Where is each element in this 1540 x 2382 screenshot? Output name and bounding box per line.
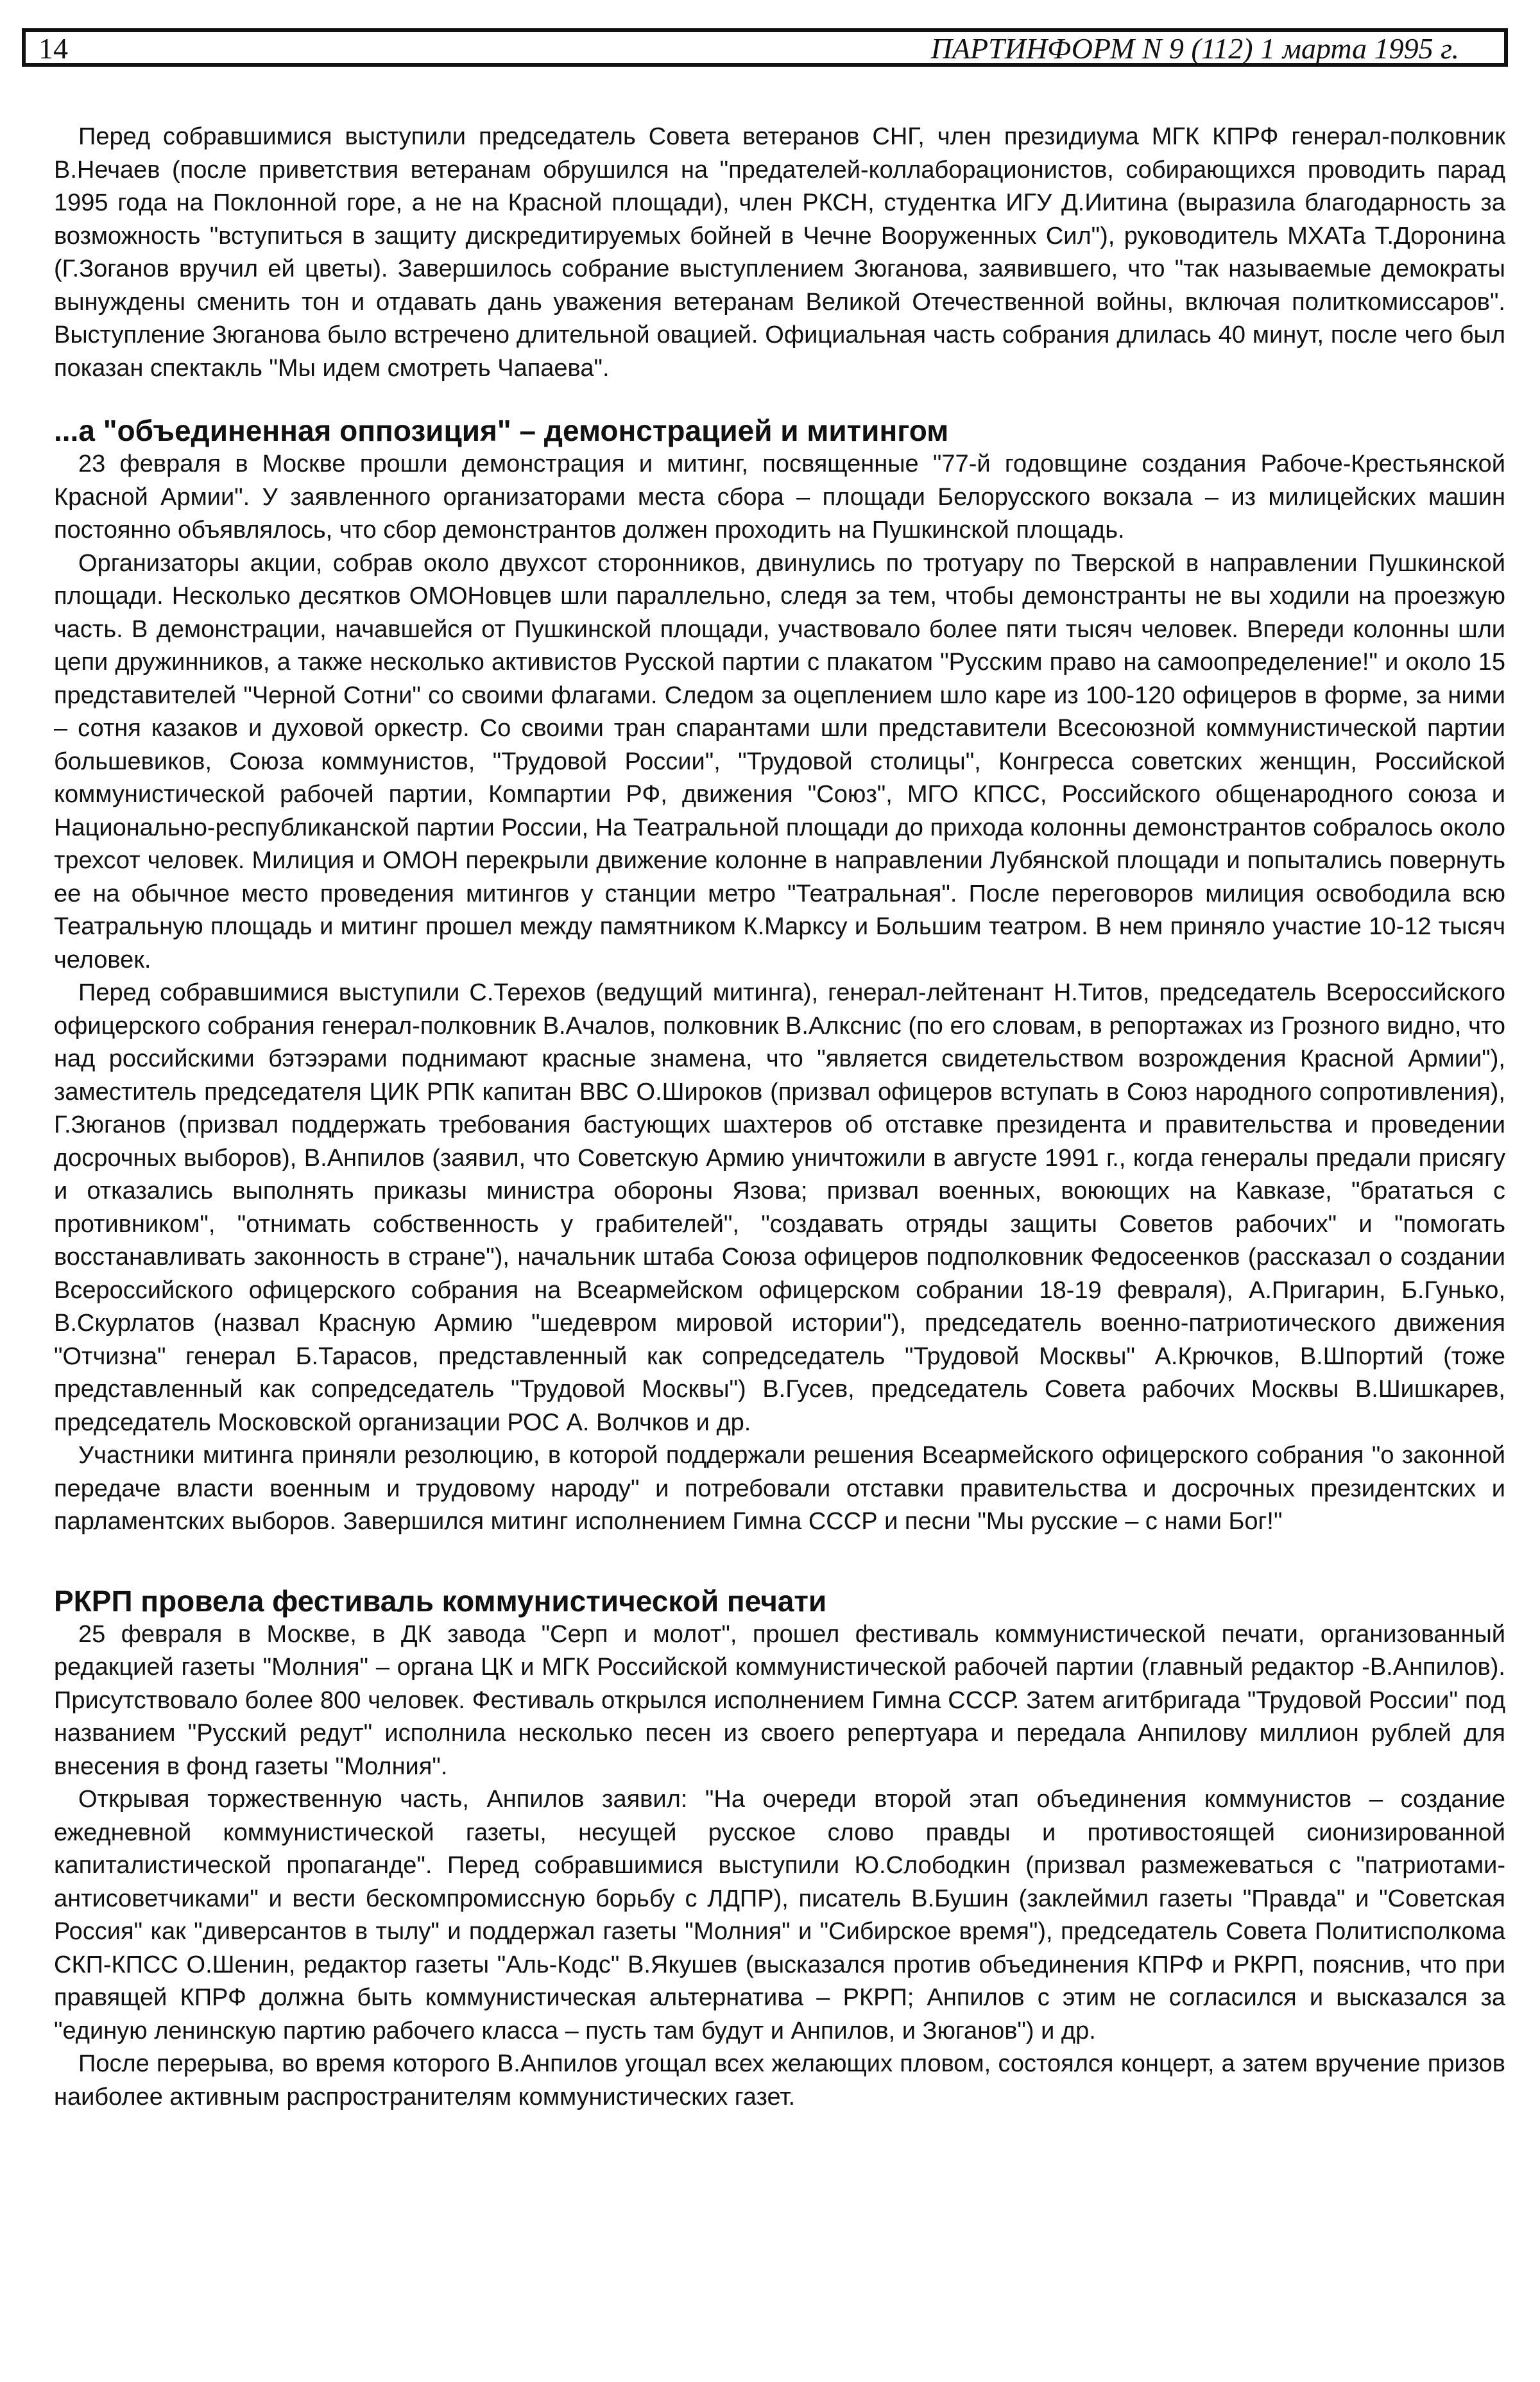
article-body — [54, 121, 1505, 2114]
section-heading: РКРП провела фестиваль коммунистической печати — [54, 1584, 827, 1618]
publication-title: ПАРТИНФОРМ N 9 (112) 1 марта 1995 г. — [930, 32, 1459, 65]
paragraph: 23 февраля в Москве прошли демонстрация и митинг, посвященные "77-й годовщине создания Рабоче-Крестьянской Красной Армии". У заявленного организаторами места сбора – площади Белорусского вокзала – из милицейских машин постоянно объявлялось, что сбор демонстрантов должен проходить на Пушкинской площадь. — [54, 450, 1505, 544]
paragraph: Организаторы акции, собрав около двухсот сторонников, двинулись по тротуару по Тверской в направлении Пушкинской площади. Несколько десятков ОМОНовцев шли параллельно, следя за тем, чтобы демонстранты не вы ходили на проезжую часть. В демонстрации, начавшейся от Пушкинской площади, участвовало более пяти тысяч человек. Впереди колонны шли цепи дружинников, а также несколько активистов Русской партии с плакатом "Русским право на самоопределение!" и около 15 представителей "Черной Сотни" со своими флагами. Следом за оцеплением шло каре из 100-120 офицеров в форме, за ними – сотня казаков и духовой оркестр. Со своими тран спарантами шли представители Всесоюзной коммунистической партии большевиков, Союза коммунистов, "Трудовой России", "Трудовой столицы", Конгресса советских женщин, Российской коммунистической рабочей партии, Компартии РФ, движения "Союз", МГО КПСС, Российского общенародного союза и Национально-республиканской партии России, На Театральной площади до прихода колонны демонстрантов собралось около трехсот человек. Милиция и ОМОН перекрыли движение колонне в направлении Лубянской площади и попытались повернуть ее на обычное место проведения митингов у станции метро "Театральная". После переговоров милиция освободила всю Театральную площадь и митинг прошел между памятником К.Марксу и Большим театром. В нем приняло участие 10-12 тысяч человек. — [54, 549, 1505, 973]
paragraph: Открывая торжественную часть, Анпилов заявил: "На очереди второй этап объединения коммунистов – создание ежедневной коммунистической газеты, несущей русское слово правды и противостоящей сионизированной капиталистической пропаганде". Перед собравшимися выступили Ю.Слободкин (призвал размежеваться с "патриотами-антисоветчиками" и вести бескомпромиссную борьбу с ЛДПР), писатель В.Бушин (заклеймил газеты "Правда" и "Советская Россия" как "диверсантов в тылу" и поддержал газеты "Молния" и "Сибирское время"), председатель Совета Политисполкома СКП-КПСС О.Шенин, редактор газеты "Аль-Кодс" В.Якушев (высказался против объединения КПРФ и РКРП, пояснив, что при правящей КПРФ должна быть коммунистическая альтернатива – РКРП; Анпилов с этим не согласился и высказался за "единую ленинскую партию рабочего класса – пусть там будут и Анпилов, и Зюганов") и др. — [54, 1786, 1505, 2044]
paragraph: Участники митинга приняли резолюцию, в которой поддержали решения Всеармейского офицерского собрания "о законной передаче власти военным и трудовому народу" и потребовали отставки правительства и досрочных президентских и парламентских выборов. Завершился митинг исполнением Гимна СССР и песни "Мы русские – с нами Бог!" — [54, 1442, 1505, 1535]
intro-section — [54, 121, 1505, 385]
page-number: 14 — [38, 32, 68, 65]
paragraph: Перед собравшимися выступили С.Терехов (ведущий митинга), генерал-лейтенант Н.Титов, председатель Всероссийского офицерского собрания генерал-полковник В.Ачалов, полковник В.Алкснис (по его словам, в репортажах из Грозного видно, что над российскими бэтээрами поднимают красные знамена, что "является свидетельством возрождения Красной Армии"), заместитель председателя ЦИК РПК капитан ВВС О.Широков (призвал офицеров вступать в Союз народного сопротивления), Г.Зюганов (призвал поддержать требования бастующих шахтеров об отставке президента и правительства и проведении досрочных выборов), В.Анпилов (заявил, что Советскую Армию уничтожили в августе 1991 г., когда генералы предали присягу и отказались выполнять приказы министра обороны Язова; призвал военных, воюющих на Кавказе, "брататься с противником", "отнимать собственность у грабителей", "создавать отряды защиты Советов рабочих" и "помогать восстанавливать законность в стране"), начальник штаба Союза офицеров подполковник Федосеенков (рассказал о создании Всероссийского офицерского собрания на Всеармейском офицерском собрании 18-19 февраля), А.Пригарин, Б.Гунько, В.Скурлатов (назвал Красную Армию "шедевром мировой истории"), председатель военно-патриотического движения "Отчизна" генерал Б.Тарасов, представленный как сопредседатель "Трудовой Москвы" А.Крючков, В.Шпортий (тоже представленный как сопредседатель "Трудовой Москвы") В.Гусев, председатель Совета рабочих Москвы В.Шишкарев, председатель Московской организации РОС А. Волчков и др. — [54, 979, 1505, 1436]
page-header — [22, 28, 1508, 67]
paragraph: 25 февраля в Москве, в ДК завода "Серп и молот", прошел фестиваль коммунистической печати, организованный редакцией газеты "Молния" – органа ЦК и МГК Российской коммунистической рабочей партии (главный редактор -В.Анпилов). Присутствовало более 800 человек. Фестиваль открылся исполнением Гимна СССР. Затем агитбригада "Трудовой России" под названием "Русский редут" исполнила несколько песен из своего репертуара и передала Анпилову миллион рублей для внесения в фонд газеты "Молния". — [54, 1620, 1505, 1780]
opposition-section — [54, 413, 1505, 1539]
press-festival-section — [54, 1584, 1505, 2114]
paragraph: После перерыва, во время которого В.Анпилов угощал всех желающих пловом, состоялся концерт, а затем вручение призов наиболее активным распространителям коммунистических газет. — [54, 2050, 1505, 2111]
section-heading: ...а "объединенная оппозиция" – демонстрацией и митингом — [54, 414, 949, 447]
paragraph: Перед собравшимися выступили председатель Совета ветеранов СНГ, член президиума МГК КПРФ генерал-полковник В.Нечаев (после приветствия ветеранам обрушился на "предателей-коллаборационистов, собирающихся проводить парад 1995 года на Поклонной горе, а не на Красной площади), член РКСН, студентка ИГУ Д.Иитина (выразила благодарность за возможность "вступиться в защиту дискредитируемых бойней в Чечне Вооруженных Сил"), руководитель МХАТа Т.Доронина (Г.Зоганов вручил ей цветы). Завершилось собрание выступлением Зюганова, заявившего, что "так называемые демократы вынуждены сменить тон и отдавать дань уважения ветеранам Великой Отечественной войны, включая политкомиссаров". Выступление Зюганова было встречено длительной овацией. Официальная часть собрания длилась 40 минут, после чего был показан спектакль "Мы идем смотреть Чапаева". — [54, 123, 1505, 382]
